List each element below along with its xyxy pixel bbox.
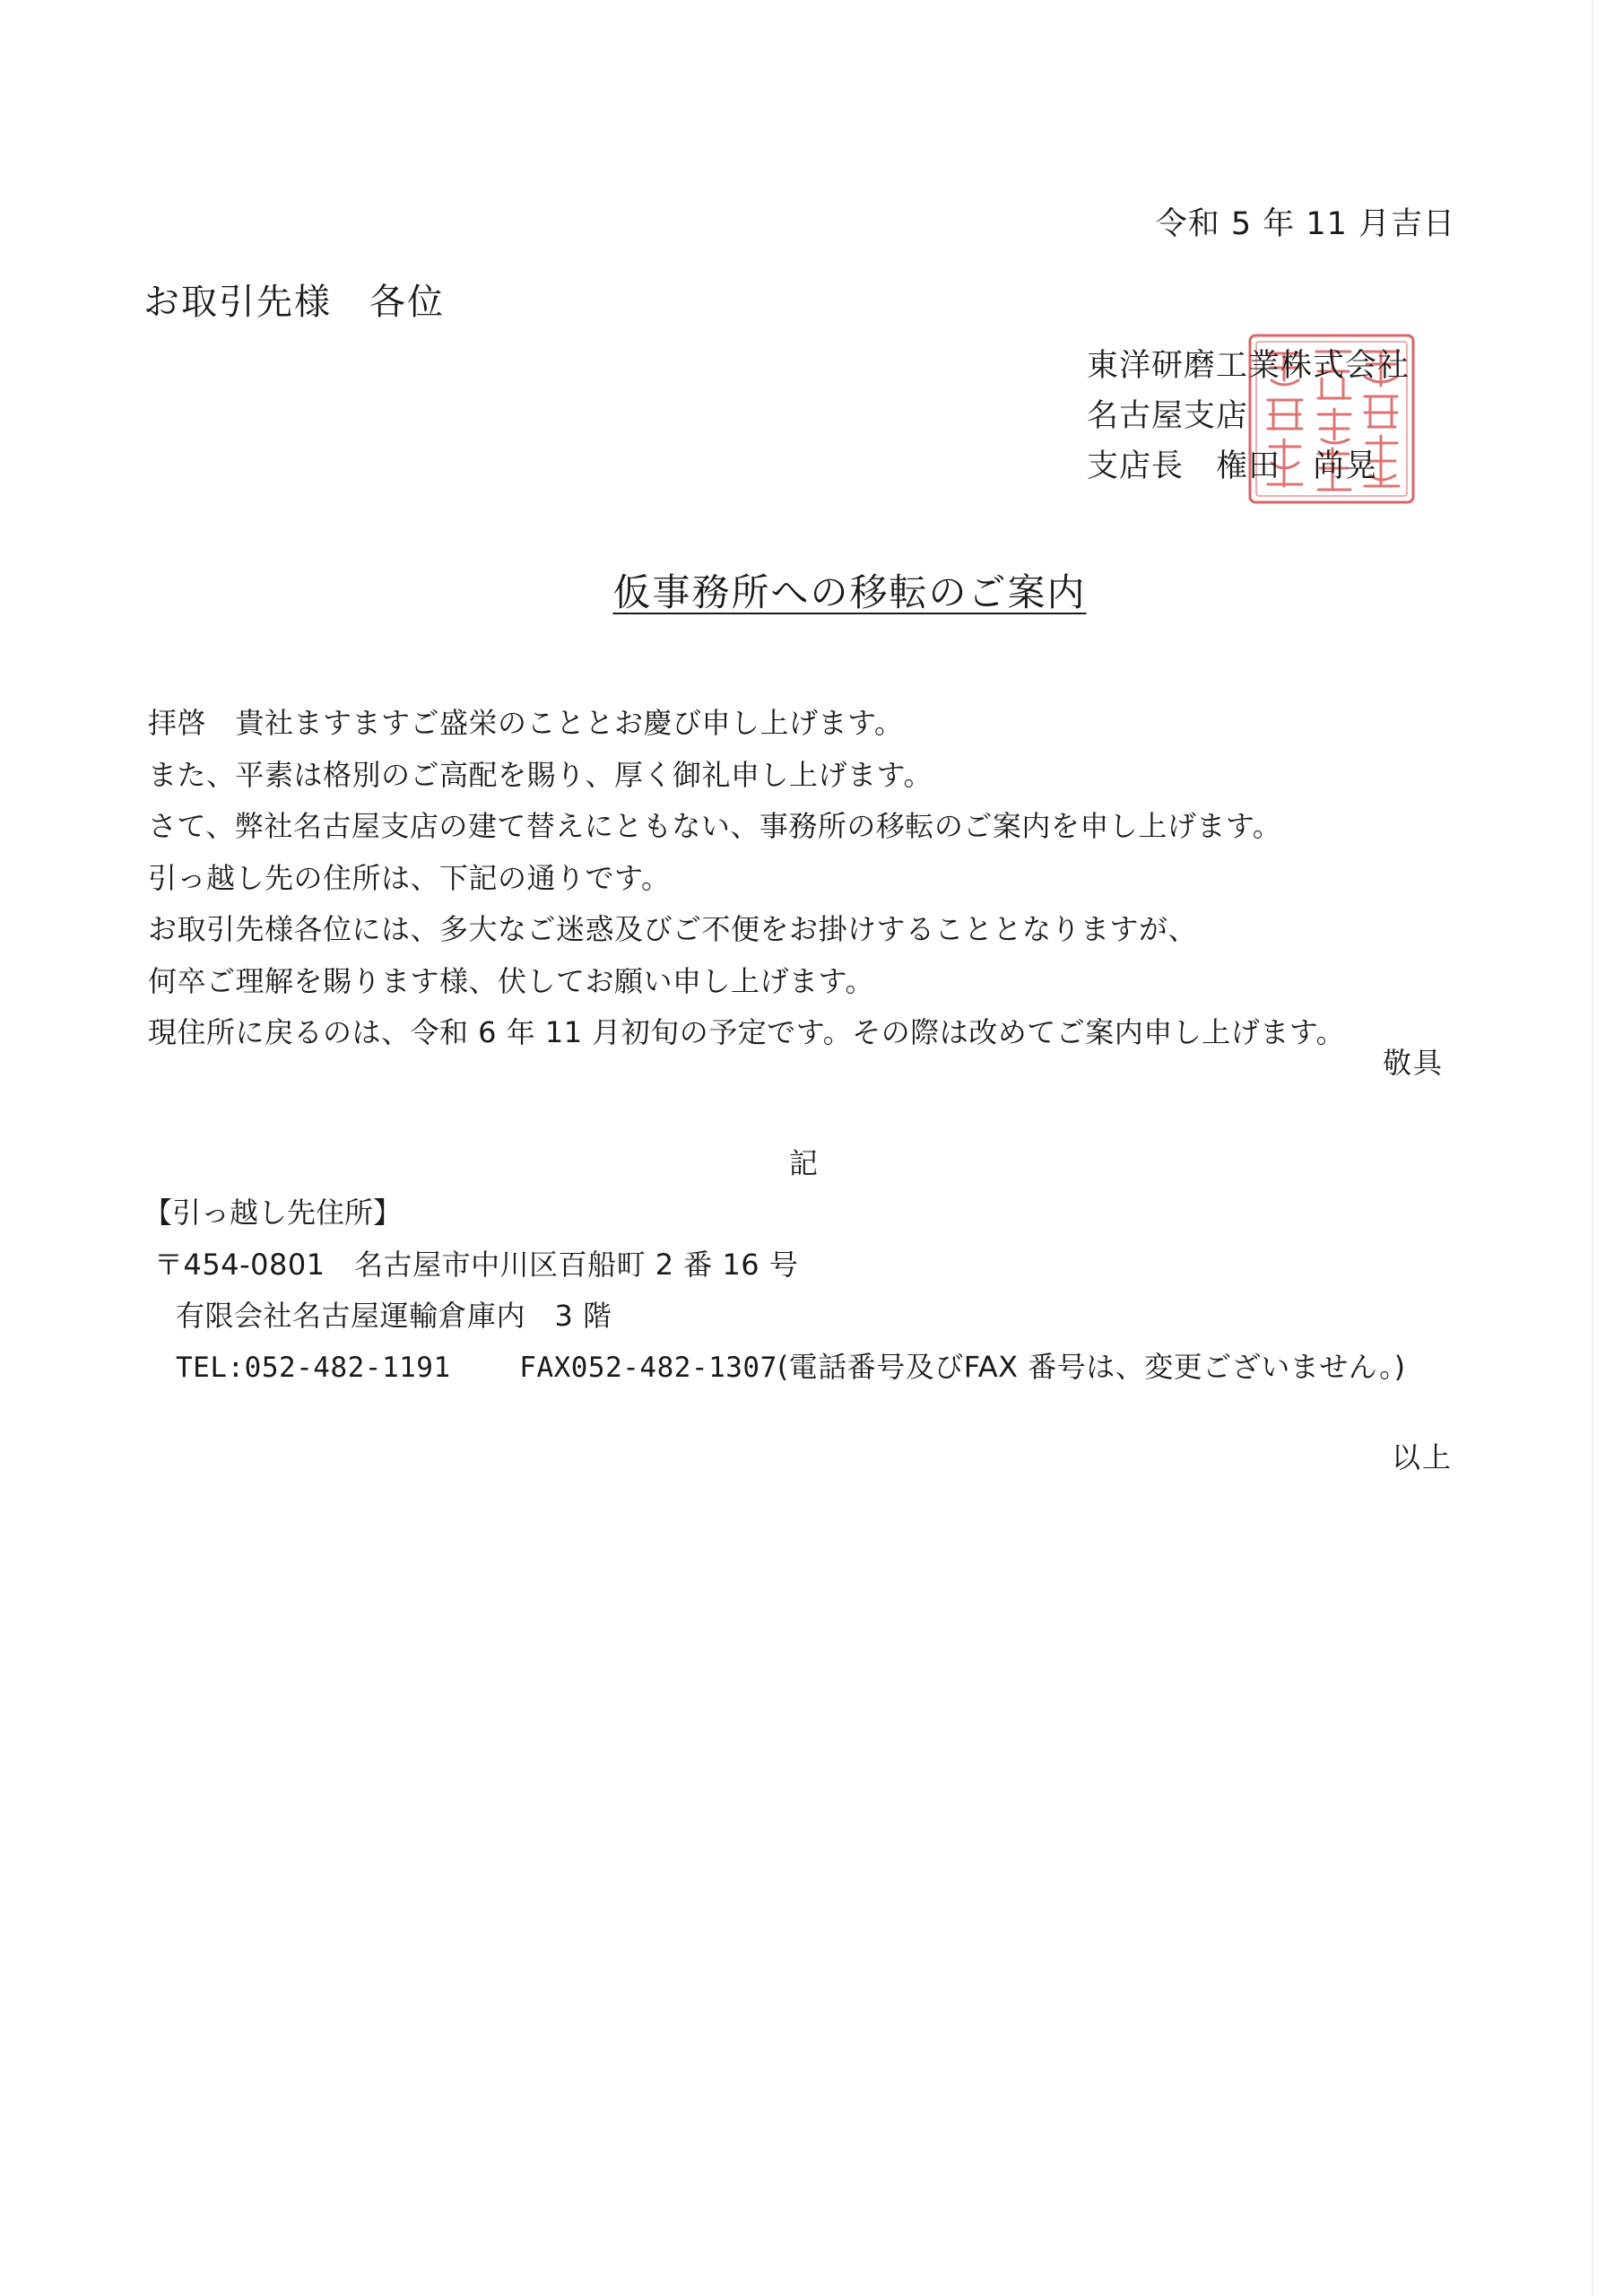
sender-branch: 名古屋支店 bbox=[1087, 398, 1249, 434]
body-line: お取引先様各位には、多大なご迷惑及びご不便をお掛けすることとなりますが、 bbox=[148, 912, 1198, 946]
address-heading: 【引っ越し先住所】 bbox=[143, 1196, 403, 1230]
document-title-text: 仮事務所への移転のご案内 bbox=[612, 570, 1087, 614]
body-line: 引っ越し先の住所は、下記の通りです。 bbox=[148, 860, 671, 895]
contact-note: (電話番号及びFAX 番号は、変更ございません。) bbox=[777, 1350, 1406, 1384]
address-block bbox=[154, 1239, 1406, 1393]
closing-keigu: 敬具 bbox=[1382, 1046, 1444, 1080]
sender-company: 東洋研磨工業株式会社 bbox=[1087, 348, 1410, 384]
body-line: さて、弊社名古屋支店の建て替えにともない、事務所の移転のご案内を申し上げます。 bbox=[148, 809, 1282, 843]
letter-body bbox=[148, 698, 1345, 1059]
sender-block bbox=[1087, 341, 1410, 491]
address-line-postal: 〒454-0801 名古屋市中川区百船町 2 番 16 号 bbox=[154, 1248, 799, 1282]
body-line: また、平素は格別のご高配を賜り、厚く御礼申し上げます。 bbox=[148, 757, 933, 792]
document-date: 令和 5 年 11 月吉日 bbox=[1155, 206, 1455, 242]
ki-heading: 記 bbox=[789, 1146, 819, 1180]
fax-number: FAX052-482-1307 bbox=[519, 1352, 777, 1384]
body-line: 拝啓 貴社ますますご盛栄のこととお慶び申し上げます。 bbox=[148, 706, 904, 740]
scan-edge-line bbox=[1592, 0, 1593, 2296]
sender-manager: 支店長 権田 尚晃 bbox=[1087, 448, 1378, 484]
tel-number: TEL:052-482-1191 bbox=[176, 1352, 451, 1384]
document-title bbox=[0, 563, 1623, 617]
body-line: 何卒ご理解を賜ります様、伏してお願い申し上げます。 bbox=[148, 963, 874, 998]
recipient-line: お取引先様 各位 bbox=[143, 282, 445, 323]
address-line-building: 有限会社名古屋運輸倉庫内 3 階 bbox=[176, 1299, 612, 1333]
end-ijou: 以上 bbox=[1391, 1440, 1453, 1474]
address-line-contact bbox=[154, 1342, 1406, 1393]
body-line: 現住所に戻るのは、令和 6 年 11 月初旬の予定です。その際は改めてご案内申し上げます。 bbox=[148, 1015, 1346, 1049]
